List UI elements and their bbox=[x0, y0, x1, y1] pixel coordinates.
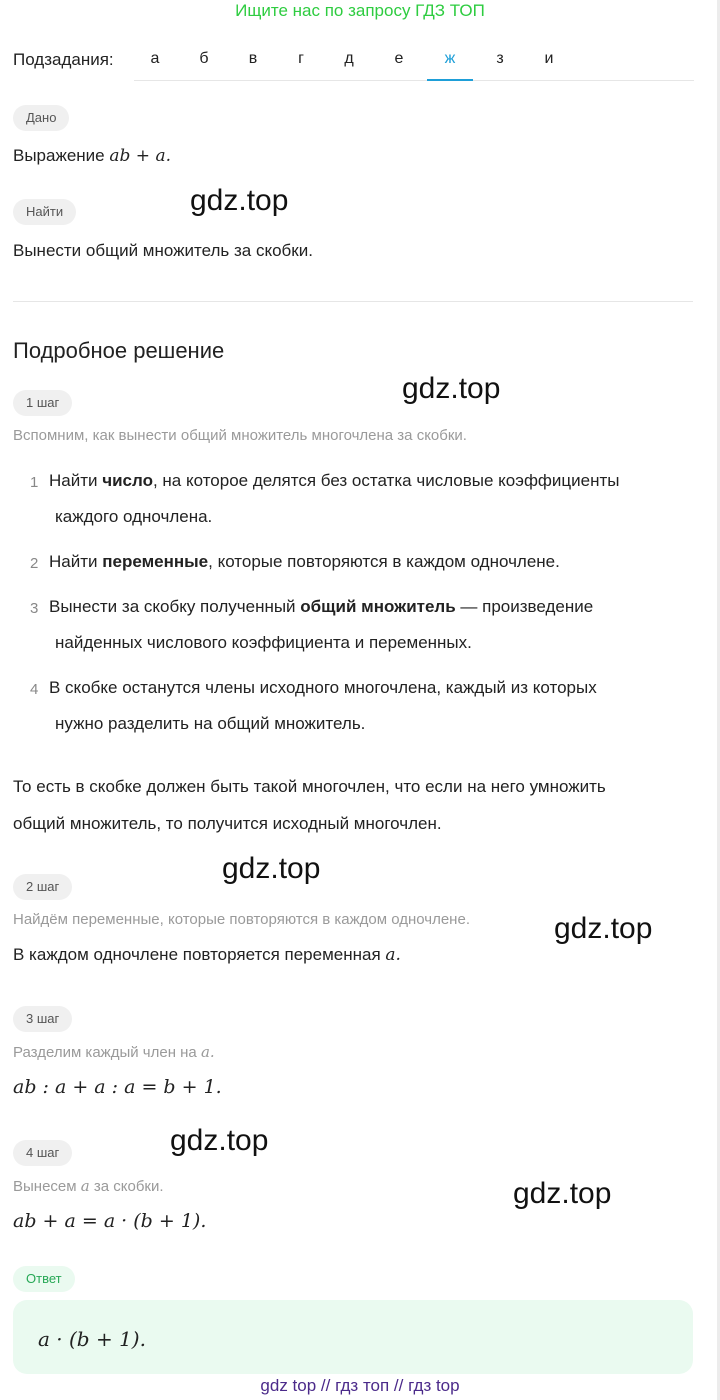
step3-hint-text: Разделим каждый член на bbox=[13, 1044, 197, 1061]
list-item-text: Вынести за скобку полученный bbox=[49, 597, 301, 616]
list-item: В скобке останутся члены исходного многочлена, каждый из которых bbox=[49, 678, 597, 697]
step4-pill: 4 шаг bbox=[13, 1140, 72, 1166]
explanation-line: То есть в скобке должен быть такой многочлен, что если на него умножить bbox=[13, 777, 606, 796]
step2-text bbox=[13, 945, 401, 965]
list-item bbox=[49, 589, 593, 625]
solution-heading: Подробное решение bbox=[13, 338, 225, 363]
find-pill: Найти bbox=[13, 199, 76, 225]
step2-pill: 2 шаг bbox=[13, 874, 72, 900]
list-item bbox=[49, 544, 560, 580]
list-item-number: 1 bbox=[30, 474, 39, 491]
watermark: gdz.top bbox=[513, 1177, 612, 1210]
tab-g[interactable]: г bbox=[298, 50, 304, 67]
list-item-continuation: нужно разделить на общий множитель. bbox=[55, 714, 366, 733]
answer-pill: Ответ bbox=[13, 1266, 75, 1292]
step4-hint-text: за скобки. bbox=[93, 1178, 164, 1195]
watermark: gdz.top bbox=[554, 912, 653, 945]
tab-a[interactable]: а bbox=[150, 50, 160, 67]
footer-links[interactable]: gdz top // гдз топ // гдз top bbox=[260, 1376, 460, 1395]
search-banner: Ищите нас по запросу ГДЗ ТОП bbox=[235, 1, 485, 20]
given-pill: Дано bbox=[13, 105, 69, 131]
step2-hint: Найдём переменные, которые повторяются в каждом одночлене. bbox=[13, 911, 470, 928]
watermark: gdz.top bbox=[222, 852, 321, 885]
answer-formula-text: a · (b + 1). bbox=[38, 1327, 146, 1351]
step3-hint bbox=[13, 1043, 215, 1061]
watermark: gdz.top bbox=[190, 184, 289, 217]
answer-formula bbox=[38, 1327, 146, 1351]
step4-formula-text: ab + a = a · (b + 1). bbox=[13, 1210, 207, 1232]
list-item-text: Найти bbox=[49, 552, 103, 571]
step2-label: В каждом одночлене повторяется переменная bbox=[13, 945, 381, 964]
given-label: Выражение bbox=[13, 146, 105, 165]
tab-d[interactable]: д bbox=[344, 50, 354, 67]
list-item-continuation: найденных числового коэффициента и переменных. bbox=[55, 633, 472, 652]
step1-hint: Вспомним, как вынести общий множитель многочлена за скобки. bbox=[13, 427, 467, 444]
explanation-line: общий множитель, то получится исходный многочлен. bbox=[13, 814, 442, 833]
watermark: gdz.top bbox=[402, 372, 501, 405]
list-item-bold: переменные bbox=[102, 552, 209, 571]
step1-pill: 1 шаг bbox=[13, 390, 72, 416]
step3-formula-text: ab : a + a : a = b + 1. bbox=[13, 1076, 222, 1098]
step4-formula bbox=[13, 1210, 206, 1232]
subtasks-label: Подзадания: bbox=[13, 50, 114, 69]
list-item-text: , которые повторяются в каждом одночлене. bbox=[208, 552, 560, 571]
step2-math: a. bbox=[385, 945, 401, 965]
list-item-bold: общий множитель bbox=[300, 597, 456, 616]
given-math: ab + a. bbox=[109, 146, 171, 166]
subtasks-divider bbox=[134, 80, 694, 81]
step4-hint-text: Вынесем bbox=[13, 1178, 77, 1195]
tab-zh[interactable]: ж bbox=[427, 50, 473, 81]
list-item-text: Найти bbox=[49, 471, 103, 490]
watermark: gdz.top bbox=[170, 1124, 269, 1157]
tab-b[interactable]: б bbox=[199, 50, 209, 67]
step3-pill: 3 шаг bbox=[13, 1006, 72, 1032]
list-item bbox=[49, 463, 620, 499]
list-item-text: , на которое делятся без остатка числовые коэффициенты bbox=[152, 471, 620, 490]
section-divider bbox=[13, 301, 693, 302]
tab-z[interactable]: з bbox=[496, 50, 504, 67]
list-item-number: 4 bbox=[30, 681, 39, 698]
list-item-number: 3 bbox=[30, 600, 39, 617]
find-text: Вынести общий множитель за скобки. bbox=[13, 241, 313, 260]
list-item-text: — произведение bbox=[455, 597, 594, 616]
step3-formula bbox=[13, 1076, 222, 1098]
step3-hint-math: a. bbox=[200, 1043, 215, 1061]
tab-i[interactable]: и bbox=[544, 50, 554, 67]
list-item-continuation: каждого одночлена. bbox=[55, 507, 213, 526]
step4-hint bbox=[13, 1177, 164, 1195]
list-item-bold: число bbox=[102, 471, 153, 490]
tab-v[interactable]: в bbox=[248, 50, 258, 67]
tab-e[interactable]: е bbox=[394, 50, 404, 67]
given-text bbox=[13, 146, 171, 166]
step4-hint-math: a bbox=[80, 1177, 90, 1195]
list-item-number: 2 bbox=[30, 555, 39, 572]
